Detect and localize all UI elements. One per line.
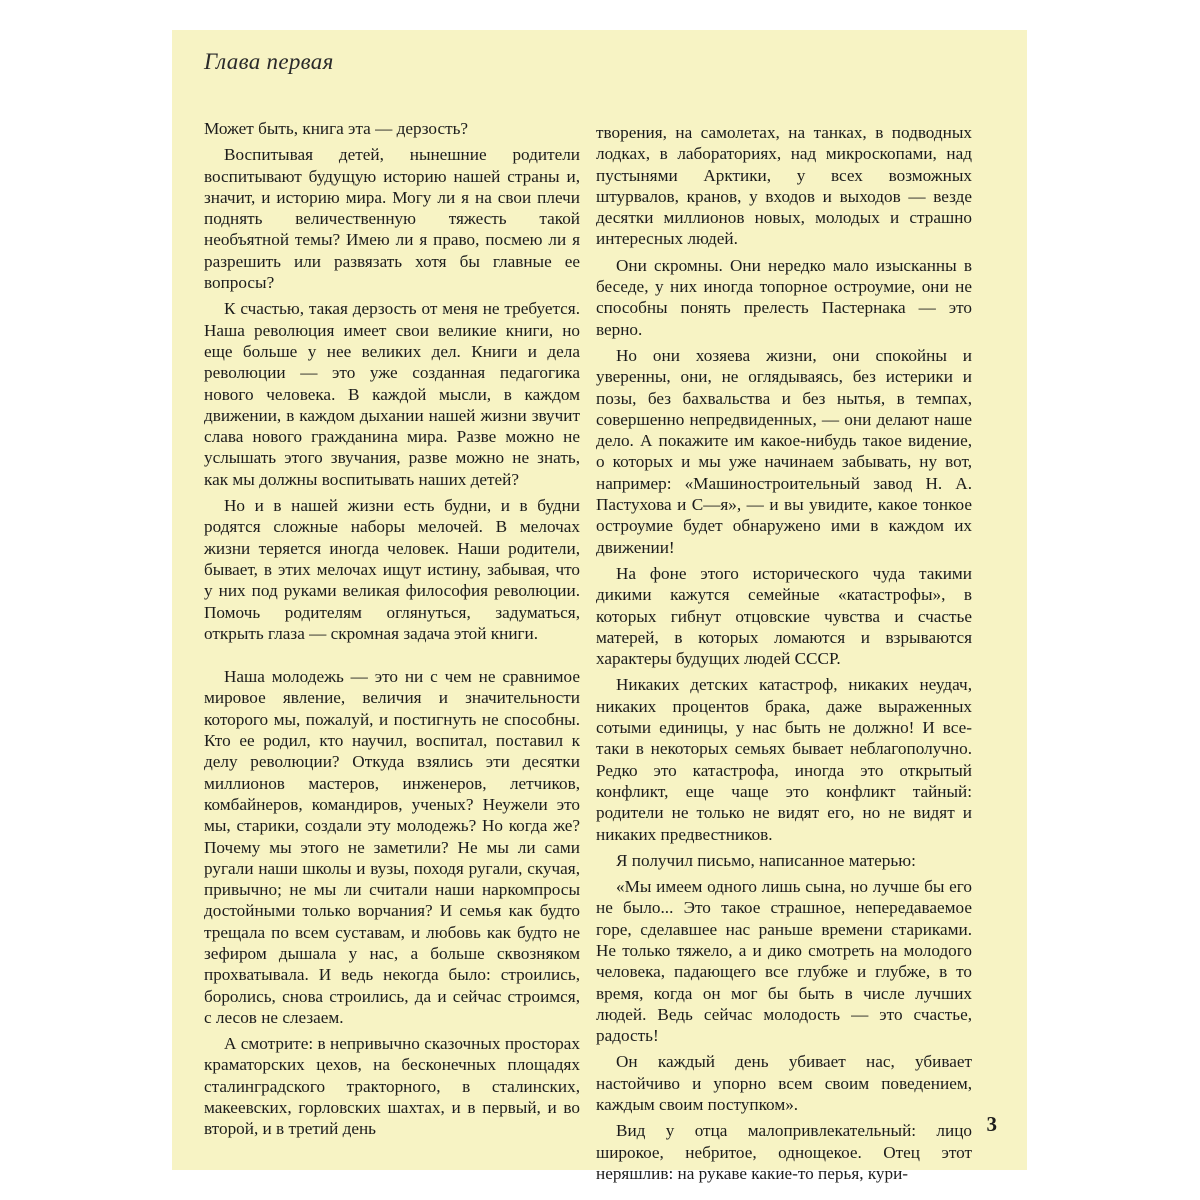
paragraph: творения, на самолетах, на танках, в подводных лодках, в лабораториях, над микроскопами, над пустынями Арктики, у всех возможных штурвалов, кранов, у входов и выходов — везде десятки миллионов новых, молодых и страшно интересных людей. xyxy=(596,123,972,249)
paragraph: Он каждый день убивает нас, убивает настойчиво и упорно всем своим поведением, каждым своим поступком». xyxy=(596,1052,972,1115)
right-column xyxy=(596,122,972,1189)
paragraph: «Мы имеем одного лишь сына, но лучше бы его не было... Это такое страшное, непередаваемое горе, сделавшее нас раньше времени стариками. Не только тяжело, а и дико смотреть на молодого человека, падающего все глубже и глубже, в то время, когда он мог бы быть в числе лучших людей. Ведь сейчас молодость — это счастье, радость! xyxy=(596,877,972,1046)
paragraph: На фоне этого исторического чуда такими дикими кажутся семейные «катастрофы», в которых гибнут отцовские чувства и счастье матерей, в которых ломаются и взрываются характеры будущих людей СССР. xyxy=(596,563,972,669)
paragraph: Вид у отца малопривлекательный: лицо широкое, небритое, однощекое. Отец этот неряшлив: на рукаве какие-то перья, кури- xyxy=(596,1121,972,1183)
book-page xyxy=(172,30,1027,1183)
left-column xyxy=(204,118,580,1145)
paragraph: К счастью, такая дерзость от меня не требуется. Наша революция имеет свои великие книги, но еще больше у нее великих дел. Книги и дела революции — это уже созданная педагогика нового человека. В каждой мысли, в каждом движении, в каждом дыхании нашей жизни звучит слава нового гражданина мира. Разве можно не услышать этого звучания, разве можно не знать, как мы должны воспитывать наших детей? xyxy=(204,299,580,489)
paragraph: Может быть, книга эта — дерзость? xyxy=(204,119,469,138)
page-number: 3 xyxy=(986,1112,997,1136)
paragraph: Никаких детских катастроф, никаких неудач, никаких процентов брака, даже выраженных сотыми единицы, у нас быть не должно! И все-таки в некоторых семьях бывает неблагополучно. Редко это катастрофа, иногда это открытый конфликт, еще чаще это конфликт тайный: родители не только не видят его, но не видят и никаких предвестников. xyxy=(596,675,972,844)
paragraph: А смотрите: в непривычно сказочных просторах краматорских цехов, на бесконечных площадях сталинградского тракторного, в сталинских, макеевских, горловских шахтах, и в первый, и во второй, и в третий день xyxy=(204,1034,580,1139)
paragraph: Но и в нашей жизни есть будни, и в будни родятся сложные наборы мелочей. В мелочах жизни теряется иногда человек. Наши родители, бывает, в этих мелочах ищут истину, забывая, что у них под руками великая философия революции. Помочь родителям оглянуться, задуматься, открыть глаза — скромная задача этой книги. xyxy=(204,496,580,643)
paragraph: Я получил письмо, написанное матерью: xyxy=(616,850,916,870)
paragraph: Наша молодежь — это ни с чем не сравнимое мировое явление, величия и значительности которого мы, пожалуй, и постигнуть не способны. Кто ее родил, кто научил, воспитал, поставил к делу революции? Откуда взялись эти десятки миллионов мастеров, инженеров, летчиков, комбайнеров, командиров, ученых? Неужели это мы, старики, создали эту молодежь? Но когда же? Почему мы этого не заметили? Не мы ли сами ругали наши школы и вузы, походя ругали, скучая, привычно; не мы ли считали наши наркомпросы достойными только ворчания? И семья как будто трещала по всем суставам, и любовь как будто не зефиром дышала у нас, а больше сквозняком прохватывала. И ведь некогда было: строились, боролись, снова строились, да и сейчас строимся, с лесов не слезаем. xyxy=(204,667,580,1027)
paragraph: Воспитывая детей, нынешние родители воспитывают будущую историю нашей страны и, значит, и историю мира. Могу ли я на свои плечи поднять величественную тяжесть такой необъятной темы? Имею ли я право, посмею ли я разрешить или развязать хотя бы главные ее вопросы? xyxy=(204,145,580,293)
chapter-heading: Глава первая xyxy=(204,49,334,74)
paragraph: Они скромны. Они нередко мало изысканны в беседе, у них иногда топорное остроумие, они не способны понять прелесть Пастернака — это верно. xyxy=(596,255,972,339)
paragraph: Но они хозяева жизни, они спокойны и уверенны, они, не оглядываясь, без истерики и позы, без бахвальства и без нытья, в темпах, совершенно непредвиденных, — они делают наше дело. А покажите им какое-нибудь такое видение, о которых и мы уже начинаем забывать, ну вот, например: «Машиностроительный завод Н. А. Пастухова и С—я», — и вы увидите, какое тонкое остроумие будет обнаружено ими в каждом их движении! xyxy=(596,345,972,557)
